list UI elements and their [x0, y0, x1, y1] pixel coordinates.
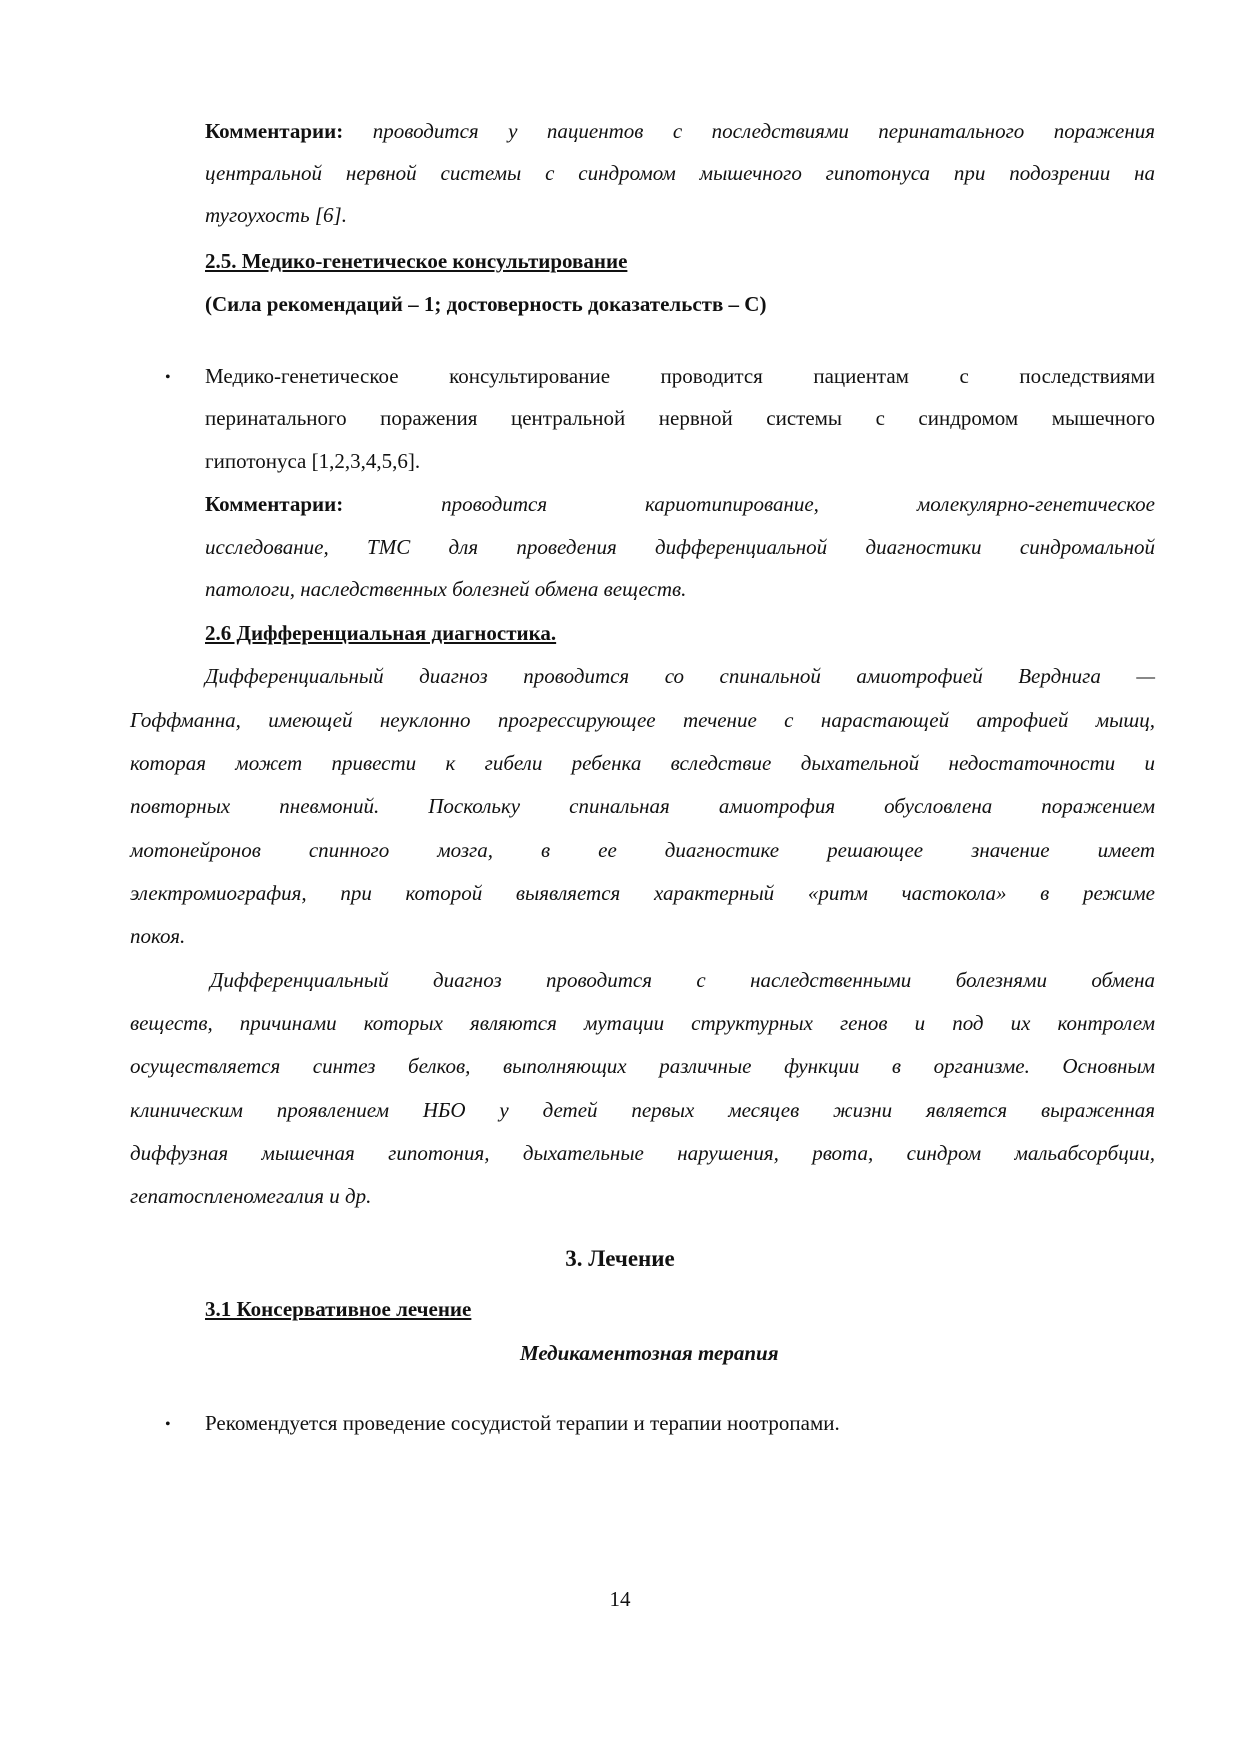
recommendation-strength: (Сила рекомендаций – 1; достоверность доказательств – С)	[205, 292, 767, 316]
section-heading: 2.6 Дифференциальная диагностика.	[205, 621, 557, 645]
paragraph-line: гепатоспленомегалия и др.	[130, 1184, 372, 1208]
comment-line	[205, 117, 1155, 145]
paragraph-line: диффузная мышечная гипотония, дыхательные нарушения, рвота, синдром мальабсорбции,	[130, 1141, 1155, 1165]
bullet-text: Рекомендуется проведение сосудистой терапии и терапии ноотропами.	[205, 1411, 840, 1435]
section-heading: 3.1 Консервативное лечение	[205, 1297, 472, 1321]
paragraph-line: которая может привести к гибели ребенка вследствие дыхательной недостаточности и	[130, 751, 1155, 775]
comment-label: Комментарии:	[205, 119, 344, 143]
comment-label: Комментарии:	[205, 492, 344, 516]
subsection-heading: Медикаментозная терапия	[520, 1341, 779, 1365]
bullet-text: перинатального поражения центральной нервной системы с синдромом мышечного	[205, 406, 1155, 430]
paragraph-line: покоя.	[130, 924, 186, 948]
comment-line	[205, 490, 1155, 518]
bullet-text: Медико-генетическое консультирование проводится пациентам с последствиями	[205, 364, 1155, 388]
chapter-heading: 3. Лечение	[565, 1246, 675, 1271]
comment-text: проводится кариотипирование, молекулярно-генетическое	[441, 492, 1155, 516]
paragraph-line: Гоффманна, имеющей неуклонно прогрессирующее течение с нарастающей атрофией мышц,	[130, 708, 1155, 732]
comment-text: тугоухость [6].	[205, 203, 347, 227]
paragraph-line: клиническим проявлением НБО у детей первых месяцев жизни является выраженная	[130, 1098, 1155, 1122]
bullet-text: гипотонуса [1,2,3,4,5,6].	[205, 449, 421, 473]
paragraph-line: мотонейронов спинного мозга, в ее диагностике решающее значение имеет	[130, 838, 1155, 862]
comment-text: центральной нервной системы с синдромом мышечного гипотонуса при подозрении на	[205, 161, 1155, 185]
paragraph-line: осуществляется синтез белков, выполняющих различные функции в организме. Основным	[130, 1054, 1155, 1078]
comment-text: патологи, наследственных болезней обмена веществ.	[205, 577, 687, 601]
paragraph-line: веществ, причинами которых являются мутации структурных генов и под их контролем	[130, 1011, 1155, 1035]
comment-text: проводится у пациентов с последствиями перинатального поражения	[372, 119, 1156, 143]
bullet-marker: •	[165, 369, 171, 386]
page-number: 14	[609, 1587, 631, 1611]
paragraph-line: Дифференциальный диагноз проводится с наследственными болезнями обмена	[210, 968, 1155, 992]
comment-text: исследование, ТМС для проведения дифференциальной диагностики синдромальной	[205, 535, 1155, 559]
paragraph-line: Дифференциальный диагноз проводится со спинальной амиотрофией Верднига —	[205, 664, 1155, 688]
paragraph-line: повторных пневмоний. Поскольку спинальная амиотрофия обусловлена поражением	[130, 794, 1155, 818]
bullet-marker: •	[165, 1416, 171, 1433]
paragraph-line: электромиография, при которой выявляется характерный «ритм частокола» в режиме	[130, 881, 1155, 905]
section-heading: 2.5. Медико-генетическое консультирование	[205, 249, 628, 273]
